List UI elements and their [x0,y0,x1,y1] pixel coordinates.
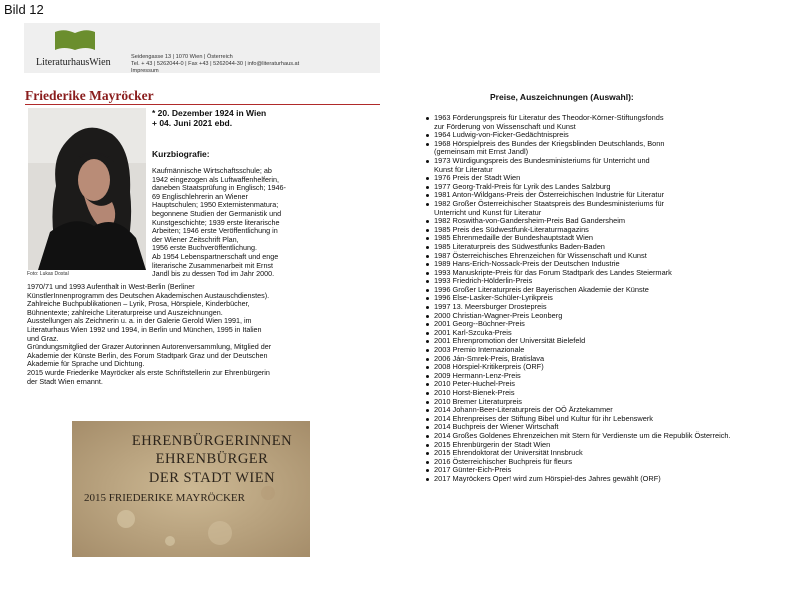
prize-item: 2001 Georg--Büchner-Preis [426,320,731,329]
bio-line: Kaufmännische Wirtschaftsschule; ab [152,166,272,175]
prize-item: 2017 Günter-Eich-Preis [426,466,731,475]
bio-text-below-photo [27,283,271,386]
prize-item: 2006 Ján-Smrek-Preis, Bratislava [426,355,731,364]
bio-line: daneben Staatsprüfung in Englisch; 1946- [152,183,286,193]
bio-line: literarische Zusammenarbeit mit Ernst [152,260,274,270]
prize-item: 1987 Österreichisches Ehrenzeichen für Wissenschaft und Kunst [426,252,731,261]
prize-item: 1996 Großer Literaturpreis der Bayerischen Akademie der Künste [426,286,731,295]
prize-item: 1973 Würdigungspreis des Bundesministeriums für Unterricht und [426,157,731,166]
portrait-photo [28,108,146,270]
bio-line: begonnene Studien der Germanistik und [152,208,282,218]
bio-line: Gründungsmitglied der Grazer Autorinnen Autorenversammlung, Mitglied der [27,342,272,352]
address-line: Seidengasse 13 | 1070 Wien | Österreich [131,54,233,60]
prizes-heading: Preise, Auszeichnungen (Auswahl): [490,92,634,102]
prize-item: 1963 Förderungspreis für Literatur des Theodor-Körner-Stiftungsfonds [426,114,731,123]
prize-item: 2010 Peter-Huchel-Preis [426,380,731,389]
prize-item: 2014 Ehrenpreises der Stiftung Bibel und Kultur für ihr Lebenswerk [426,415,731,424]
photo-credit: Foto: Lukas Dostal [27,271,69,277]
prize-item: 1976 Preis der Stadt Wien [426,174,731,183]
bio-line: Ausstellungen als Zeichnerin u. a. in der Galerie Gerold Wien 1991, im [27,316,252,326]
prize-item: 2001 Ehrenpromotion der Universität Bielefeld [426,337,731,346]
bio-line: 1956 erste Buchveröffentlichung. [152,243,257,253]
prize-item: 1977 Georg-Trakl-Preis für Lyrik des Landes Salzburg [426,183,731,192]
person-name: Friederike Mayröcker [25,88,154,103]
prizes-list [426,114,731,484]
prize-item: 2001 Karl-Szcuka-Preis [426,329,731,338]
bio-line: 69 Englischlehrerin an Wiener [152,191,248,201]
death-date: + 04. Juni 2021 ebd. [152,118,233,128]
prize-item: 1985 Preis des Südwestfunk-Literaturmagazins [426,226,731,235]
prize-item: 1997 13. Meersburger Drostepreis [426,303,731,312]
prize-item: 1985 Ehrenmedaille der Bundeshauptstadt Wien [426,234,731,243]
prize-item: 2014 Großes Goldenes Ehrenzeichen mit Stern für Verdienste um die Republik Österreich. [426,432,731,441]
prize-item: Unterricht und Kunst für Literatur [434,207,542,217]
bio-line: Hauptschulen; 1950 Externistenmatura; [152,200,279,210]
prize-item: 1993 Friedrich-Hölderlin-Preis [426,277,731,286]
bio-line: der Wiener Zeitschrift Plan, [152,234,239,244]
prize-item: 1982 Roswitha-von-Gandersheim-Preis Bad Gandersheim [426,217,731,226]
prize-item: 1968 Hörspielpreis des Bundes der Kriegsblinden Deutschlands, Bonn [426,140,731,149]
prize-item: 2017 Mayröckers Oper! wird zum Hörspiel-des Jahres gewählt (ORF) [426,475,731,484]
bio-line: Zahlreiche Buchpublikationen – Lyrik, Prosa, Hörspiele, Kinderbücher, [27,299,250,309]
honorary-citizen-plaque [72,421,310,557]
plaque-line-1: EHRENBÜRGERINNEN [131,433,293,449]
prize-item: 1996 Else-Lasker-Schüler-Lyrikpreis [426,294,731,303]
prize-item: Kunst für Literatur [434,164,493,174]
bio-heading: Kurzbiografie: [152,149,210,159]
prize-item: 2014 Buchpreis der Wiener Wirtschaft [426,423,731,432]
portrait-image [28,108,146,270]
prize-item: (gemeinsam mit Ernst Jandl) [434,147,529,157]
bio-line: Bühnentexte; zahlreiche Literaturpreise und Auszeichnungen. [27,307,223,317]
bio-line: 1942 eingezogen als Luftwaffenhelferin, [152,174,279,184]
bio-text-beside-photo [152,167,286,279]
birth-date: * 20. Dezember 1924 in Wien [152,108,267,118]
contact-line: Tel. + 43 | 5262044-0 | Fax +43 | 5262044-30 | info@literaturhaus.at [131,61,300,67]
prize-item: 1982 Großer Österreichischer Staatspreis des Bundesministeriums für [426,200,731,209]
prize-item: 2008 Hörspiel-Kritikerpreis (ORF) [426,363,731,372]
prize-item: 1985 Literaturpreis des Südwestfunks Baden-Baden [426,243,731,252]
bio-line: Akademie für Sprache und Dichtung. [27,359,145,369]
bio-line: Jandl bis zu dessen Tod im Jahr 2000. [152,269,275,279]
bio-line: Ab 1954 Lebenspartnerschaft und enge [152,251,279,261]
prize-item: 1993 Manuskripte-Preis für das Forum Stadtpark des Landes Steiermark [426,269,731,278]
site-header [24,23,380,73]
prize-item: 2015 Ehrenbürgerin der Stadt Wien [426,441,731,450]
plaque-line-4: 2015 FRIEDERIKE MAYRÖCKER [84,492,245,504]
figure-label: Bild 12 [4,2,44,17]
bio-line: 2015 wurde Friederike Mayröcker als erste Schriftstellerin zur Ehrenbürgerin [27,367,270,377]
bio-line: Akademie der Künste Berlin, des Forum Stadtpark Graz und der Deutschen [27,350,268,360]
bio-line: Arbeiten; 1946 erste Veröffentlichung in [152,226,278,236]
prize-item: 1964 Ludwig-von-Ficker-Gedächtnispreis [426,131,731,140]
prize-item: 2009 Hermann-Lenz-Preis [426,372,731,381]
plaque-line-3: DER STADT WIEN [148,470,276,486]
prize-item: 1989 Hans-Erich-Nossack-Preis der Deutschen Industrie [426,260,731,269]
name-divider [25,104,380,105]
bio-line: 1970/71 und 1993 Aufenthalt in West-Berlin (Berliner [27,282,195,291]
bio-line: der Stadt Wien ernannt. [27,376,103,386]
bio-line: und Graz. [27,333,59,343]
bio-line: Kunstgeschichte; 1939 erste literarische [152,217,280,227]
prize-item: 2015 Ehrendoktorat der Universität Innsbruck [426,449,731,458]
prize-item: zur Förderung von Wissenschaft und Kunst [434,121,576,131]
prize-item: 2010 Bremer Literaturpreis [426,398,731,407]
prize-item: 2016 Österreichischer Buchpreis für fleurs [426,458,731,467]
life-dates [152,108,266,128]
bio-line: KünstlerInnenprogramm des Deutschen Akademischen Austauschdienstes). [27,290,270,300]
prize-item: 2000 Christian-Wagner-Preis Leonberg [426,312,731,321]
impressum-link[interactable]: Impressum [131,68,159,74]
plaque-line-2: EHRENBÜRGER [155,451,269,467]
brand-name[interactable]: LiteraturhausWien [36,57,111,68]
prize-item: 1981 Anton-Wildgans-Preis der Österreichischen Industrie für Literatur [426,191,731,200]
prize-item: 2003 Premio Internazionale [426,346,731,355]
book-logo-icon[interactable] [54,29,96,51]
prize-item: 2014 Johann-Beer-Literaturpreis der OÖ Ärztekammer [426,406,731,415]
bio-line: Literaturhaus Wien 1992 und 1994, in Berlin und München, 1995 in Italien [27,324,262,334]
prize-item: 2010 Horst-Bienek-Preis [426,389,731,398]
